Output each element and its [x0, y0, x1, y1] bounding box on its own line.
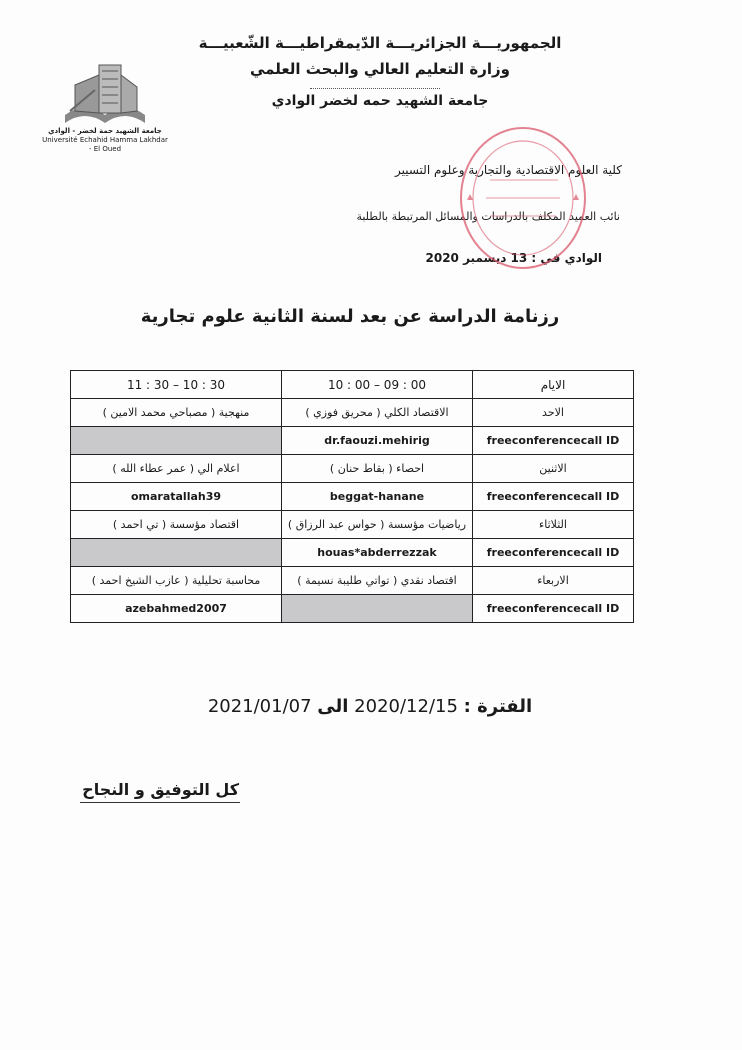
- logo-caption-ar: جامعة الشهيد حمة لخضر - الوادي: [48, 127, 162, 135]
- header-ministry: وزارة التعليم العالي والبحث العلمي: [249, 60, 511, 78]
- table-row: [71, 427, 634, 455]
- official-stamp-icon: [448, 120, 588, 280]
- header-slot1: 10 : 00 – 09 : 00: [282, 371, 473, 399]
- id-label-cell: freeconferencecall ID: [473, 595, 634, 623]
- day-cell: الاربعاء: [473, 567, 634, 595]
- conference-id-cell: houas*abderrezzak: [282, 539, 473, 567]
- header-days: الايام: [473, 371, 634, 399]
- course-cell: اعلام الي ( عمر عطاء الله ): [71, 455, 282, 483]
- conference-id-cell: [71, 427, 282, 455]
- course-cell: منهجية ( مصباحي محمد الامين ): [71, 399, 282, 427]
- course-cell: محاسبة تحليلية ( عازب الشيخ احمد ): [71, 567, 282, 595]
- table-row: [71, 595, 634, 623]
- table-row: [71, 399, 634, 427]
- date-line: الوادي في : 13 ديسمبر 2020: [425, 251, 602, 265]
- vice-dean-title: نائب العميد المكلف بالدراسات والمسائل المرتبطة بالطلبة: [356, 210, 620, 223]
- header-republic: الجمهوريـــة الجزائريـــة الدّيمقراطيـــة الشّعبيـــة: [198, 34, 562, 52]
- logo-caption: [40, 127, 170, 154]
- table-row: [71, 455, 634, 483]
- page-title: رزنامة الدراسة عن بعد لسنة الثانية علوم تجارية: [140, 306, 560, 327]
- table-header-row: [71, 371, 634, 399]
- course-cell: رياضيات مؤسسة ( حواس عبد الرزاق ): [282, 511, 473, 539]
- conference-id-cell: [71, 539, 282, 567]
- logo-caption-fr: Université Echahid Hamma Lakhdar - El Oued: [42, 136, 168, 153]
- period-connector: الى: [317, 696, 349, 717]
- closing-wish: كل التوفيق و النجاح: [82, 780, 239, 799]
- faculty-name: كلية العلوم الاقتصادية والتجارية وعلوم التسيير: [394, 163, 622, 177]
- conference-id-cell: omaratallah39: [71, 483, 282, 511]
- day-cell: الاثنين: [473, 455, 634, 483]
- conference-id-cell: azebahmed2007: [71, 595, 282, 623]
- day-cell: الثلاثاء: [473, 511, 634, 539]
- id-label-cell: freeconferencecall ID: [473, 539, 634, 567]
- table-row: [71, 539, 634, 567]
- schedule-table: [70, 370, 634, 623]
- course-cell: الاقتصاد الكلي ( محريق فوزي ): [282, 399, 473, 427]
- header-university: جامعة الشهيد حمه لخضر الوادي: [271, 93, 489, 109]
- closing-underline: [80, 802, 240, 803]
- table-row: [71, 567, 634, 595]
- period-to: 2021/01/07: [207, 696, 312, 717]
- course-cell: اقتصاد نقدي ( تواتي طليبة نسيمة ): [282, 567, 473, 595]
- id-label-cell: freeconferencecall ID: [473, 427, 634, 455]
- period-from: 2020/12/15: [354, 696, 458, 717]
- course-cell: احصاء ( بقاط حنان ): [282, 455, 473, 483]
- course-cell: اقتصاد مؤسسة ( تي احمد ): [71, 511, 282, 539]
- day-cell: الاحد: [473, 399, 634, 427]
- conference-id-cell: beggat-hanane: [282, 483, 473, 511]
- conference-id-cell: dr.faouzi.mehirig: [282, 427, 473, 455]
- conference-id-cell: [282, 595, 473, 623]
- table-row: [71, 483, 634, 511]
- id-label-cell: freeconferencecall ID: [473, 483, 634, 511]
- table-row: [71, 511, 634, 539]
- period-line: [160, 696, 580, 717]
- header-divider: [310, 88, 440, 89]
- period-label: الفترة :: [463, 696, 533, 717]
- header-slot2: 11 : 30 – 10 : 30: [71, 371, 282, 399]
